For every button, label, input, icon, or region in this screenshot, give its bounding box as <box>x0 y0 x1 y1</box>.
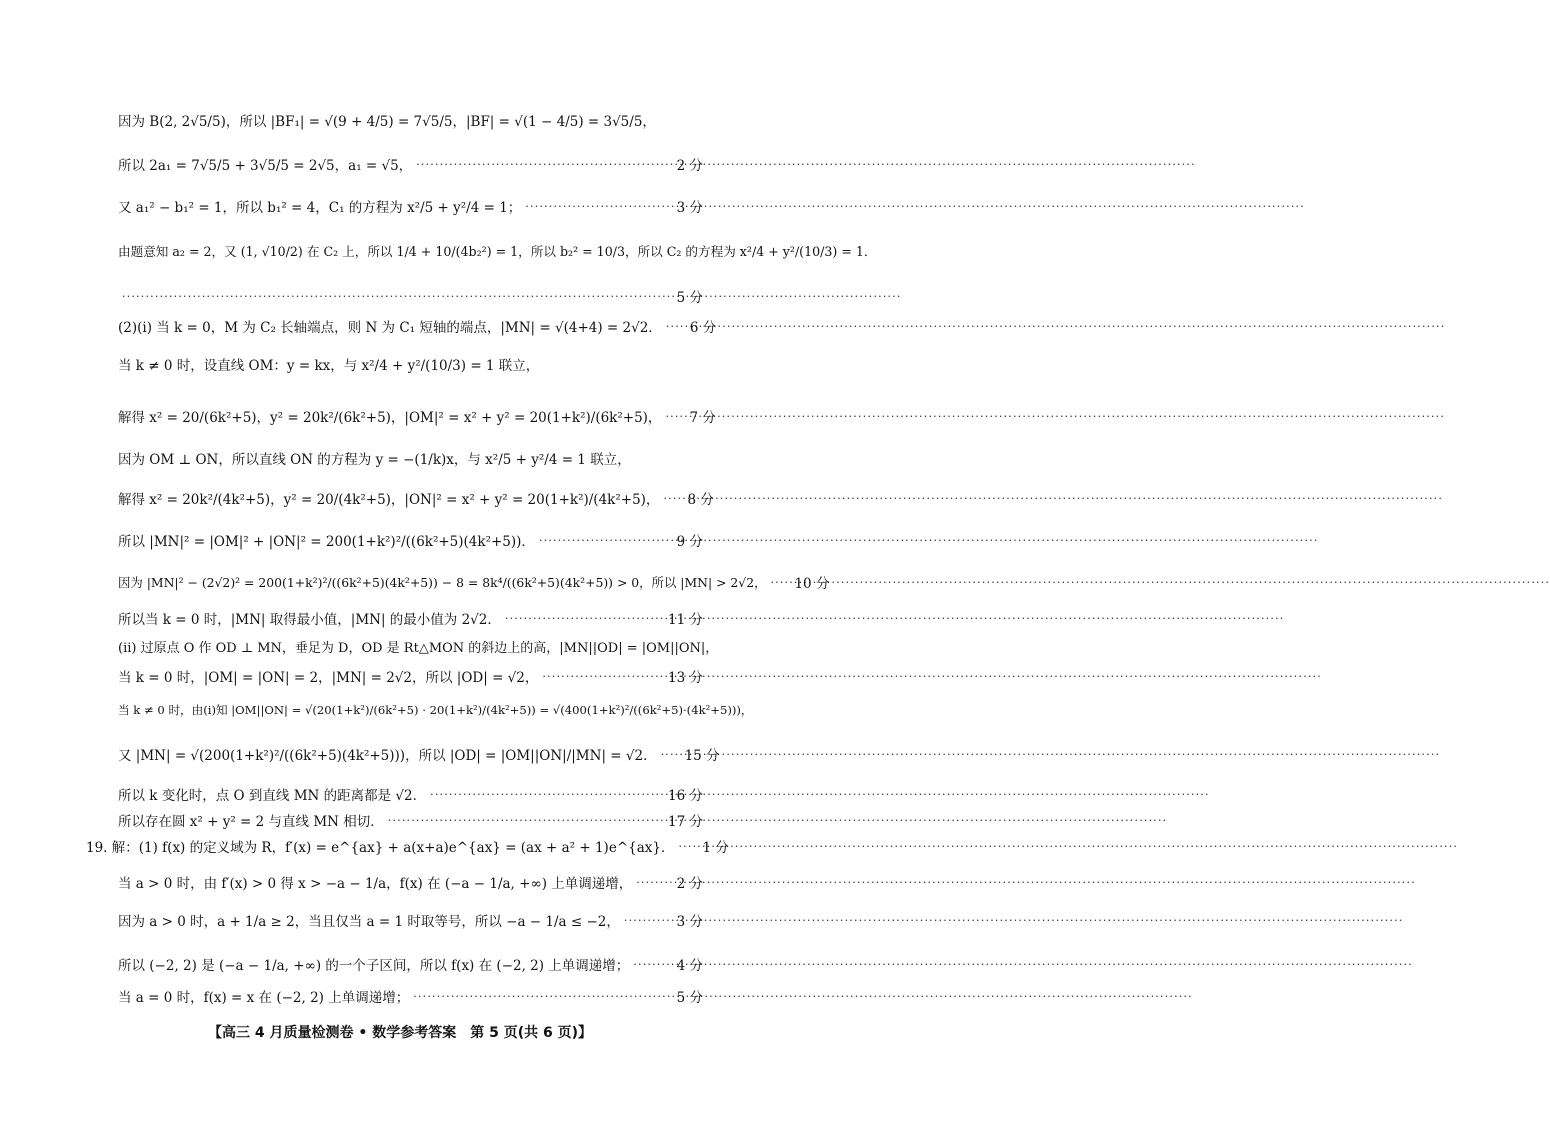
solution-line-4 <box>118 228 877 272</box>
line-text: 因为 OM ⊥ ON，所以直线 ON 的方程为 y = −(1/k)x，与 x²/5 + y²/4 = 1 联立， <box>118 452 631 468</box>
solution-line-11 <box>118 518 703 562</box>
page-footer: 【高三 4 月质量检测卷 • 数学参考答案 第 5 页(共 6 页)】 <box>208 1025 592 1041</box>
score-label: 17 分 <box>668 814 703 830</box>
solution-line-7 <box>118 342 703 386</box>
line-text: 又 |MN| = √(200(1+k²)²/((6k²+5)(4k²+5)))，所以 |OD| = |OM||ON|/|MN| = √2． <box>118 748 657 764</box>
line-text: 因为 a > 0 时，a + 1/a ≥ 2，当且仅当 a = 1 时取等号，所以 −a − 1/a ≤ −2， <box>118 914 620 930</box>
line-text: 当 a = 0 时，f(x) = x 在 (−2, 2) 上单调递增； <box>118 990 410 1006</box>
score-label: 7 分 <box>689 410 716 426</box>
score-label: 8 分 <box>687 492 714 508</box>
solution-line-8 <box>118 394 716 438</box>
line-text: 因为 B(2, 2√5/5)，所以 |BF₁| = √(9 + 4/5) = 7√5/5，|BF| = √(1 − 4/5) = 3√5/5， <box>118 114 656 130</box>
score-label: 2 分 <box>676 158 703 174</box>
line-text: 解得 x² = 20/(6k²+5)，y² = 20k²/(6k²+5)，|OM|² = x² + y² = 20(1+k²)/(6k²+5)， <box>118 410 662 426</box>
solution-line-17 <box>118 732 720 776</box>
line-text: 所以 (−2, 2) 是 (−a − 1/a, +∞) 的一个子区间，所以 f(x) 在 (−2, 2) 上单调递增； <box>118 958 630 974</box>
line-text: 当 k = 0 时，|OM| = |ON| = 2，|MN| = 2√2，所以 |OD| = √2， <box>118 670 539 686</box>
solution-line-2 <box>118 142 703 186</box>
line-text: 当 k ≠ 0 时，由(ⅰ)知 |OM||ON| = √(20(1+k²)/(6k²+5) · 20(1+k²)/(4k²+5)) = √(400(1+k²)²/((6k²+5)·(4k²+5)))， <box>118 703 753 717</box>
score-label: 2 分 <box>676 876 703 892</box>
score-label: 3 分 <box>676 914 703 930</box>
solution-line-10 <box>118 476 714 520</box>
line-text: 又 a₁² − b₁² = 1，所以 b₁² = 4，C₁ 的方程为 x²/5 + y²/4 = 1； <box>118 200 522 216</box>
line-text: 所以当 k = 0 时，|MN| 取得最小值，|MN| 的最小值为 2√2． <box>118 612 501 628</box>
solution-line-3 <box>118 184 703 228</box>
line-text: 所以 |MN|² = |OM|² + |ON|² = 200(1+k²)²/((6k²+5)(4k²+5))． <box>118 534 535 550</box>
score-label: 5 分 <box>676 290 703 306</box>
solution-line-16 <box>118 688 753 732</box>
score-label: 9 分 <box>676 534 703 550</box>
score-label: 6 分 <box>689 320 717 336</box>
score-label: 1 分 <box>702 840 729 856</box>
line-text: 所以 k 变化时，点 O 到直线 MN 的距离都是 √2． <box>118 788 427 804</box>
score-label: 15 分 <box>684 748 720 764</box>
score-label: 3 分 <box>676 200 703 216</box>
line-text: 所以 2a₁ = 7√5/5 + 3√5/5 = 2√5，a₁ = √5， <box>118 158 413 174</box>
line-text: 19. 解：(1) f(x) 的定义域为 R，f′(x) = e^{ax} + a(x+a)e^{ax} = (ax + a² + 1)e^{ax}． <box>86 840 675 856</box>
solution-line-24 <box>118 974 703 1018</box>
score-label: 16 分 <box>668 788 703 804</box>
score-label: 11 分 <box>668 612 703 628</box>
score-label: 4 分 <box>676 958 703 974</box>
line-text: 当 a > 0 时，由 f′(x) > 0 得 x > −a − 1/a，f(x) 在 (−a − 1/a, +∞) 上单调递增， <box>118 876 633 892</box>
score-label: 13 分 <box>668 670 703 686</box>
line-text: 所以存在圆 x² + y² = 2 与直线 MN 相切． <box>118 814 384 830</box>
score-label: 5 分 <box>676 990 703 1006</box>
line-text: (2)(ⅰ) 当 k = 0，M 为 C₂ 长轴端点，则 N 为 C₁ 短轴的端点，|MN| = √(4+4) = 2√2． <box>118 320 662 336</box>
score-label: 10 分 <box>794 576 830 592</box>
line-text: (ⅱ) 过原点 O 作 OD ⊥ MN，垂足为 D，OD 是 Rt△MON 的斜边上的高，|MN||OD| = |OM||ON|， <box>118 640 719 656</box>
line-text: 由题意知 a₂ = 2，又 (1, √10/2) 在 C₂ 上，所以 1/4 + 10/(4b₂²) = 1，所以 b₂² = 10/3，所以 C₂ 的方程为 x²/4 + y²/(10/3) = 1． <box>118 243 877 259</box>
solution-line-22 <box>118 898 703 942</box>
solution-line-9 <box>118 436 703 480</box>
line-text: 当 k ≠ 0 时，设直线 OM：y = kx，与 x²/4 + y²/(10/3) = 1 联立， <box>118 358 540 374</box>
line-text: 因为 |MN|² − (2√2)² = 200(1+k²)²/((6k²+5)(4k²+5)) − 8 = 8k⁴/((6k²+5)(4k²+5)) > 0，所以 |MN| > 2√2， <box>118 575 767 590</box>
line-text: 解得 x² = 20k²/(4k²+5)，y² = 20/(4k²+5)，|ON|² = x² + y² = 20(1+k²)/(4k²+5)， <box>118 492 660 508</box>
solution-line-1 <box>118 98 703 142</box>
